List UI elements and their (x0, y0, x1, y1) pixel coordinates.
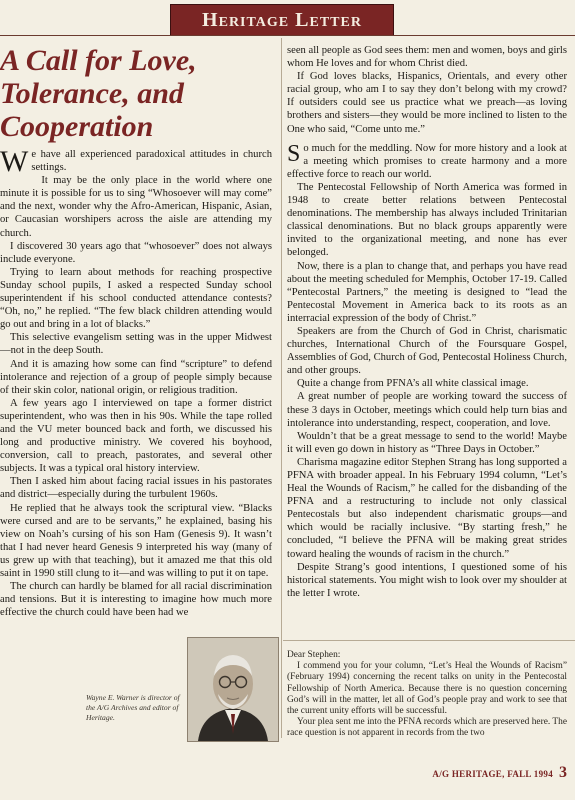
letter-divider (283, 640, 575, 641)
author-portrait-illustration (188, 638, 278, 741)
article-paragraph: Despite Strang’s good intentions, I questioned some of his historical statements. You might wish to look over my shoulder at the letter I wrote. (287, 561, 567, 599)
page-number: 3 (559, 764, 567, 781)
page-footer (432, 764, 567, 782)
author-caption: Wayne E. Warner is director of the A/G Archives and editor of Heritage. (86, 693, 180, 722)
article-paragraph: Trying to learn about methods for reaching prospective Sunday school pupils, I asked a respected Sunday school superintendent if his school conducted attendance contests? “Oh, no,” he replied. “The few black children attending would go out and bring in a lot of blacks.” (0, 266, 272, 331)
article-paragraph: The church can hardly be blamed for all racial discrimination and tensions. But it is interesting to imagine how much more effective the church could have been had we (0, 581, 272, 619)
article-paragraph: Speakers are from the Church of God in Christ, charismatic churches, International Church of the Foursquare Gospel, Assemblies of God, Church of God, Pentecostal Holiness Church, and other groups. (287, 325, 567, 377)
masthead-title: Heritage Letter (202, 9, 362, 31)
article-paragraph: It may be the only place in the world where one minute it is possible for us to sing “Whosoever will may come” and the next, wonder why the Afro-American, Hispanic, Asian, or Caucasian worshipers across the aisle are attending my church. (0, 175, 272, 239)
article-paragraph: Quite a change from PFNA’s all white classical image. (297, 378, 529, 390)
article-paragraph: I discovered 30 years ago that “whosoever” does not always include everyone. (0, 240, 272, 265)
article-paragraph: This selective evangelism setting was in the upper Midwest—not in the deep South. (0, 332, 272, 357)
article-paragraph: Then I asked him about facing racial issues in his pastorates and district—especially during the turbulent 1960s. (0, 476, 272, 501)
article-paragraph: Charisma magazine editor Stephen Strang has long supported a PFNA with broader appeal. In his February 1994 column, “Let’s Heal the Wounds of Racism,” he called for the disbanding of the PFNA and a restructuring to include not only classical Pentecostals but also independent charismatic groups—and which would be racially inclusive. “By starting fresh,” he concluded, “I believe the PFNA will be making great strides toward healing the wounds of racism in the church.” (287, 456, 567, 560)
letter-paragraph: I commend you for your column, “Let’s Heal the Wounds of Racism” (February 1994) concerning the recent talks on unity in the Pentecostal Fellowship of North America. Because there is no question concerning God’s will in the matter, let all of God’s people pray and work to see that the current unity efforts will be successful. (287, 661, 567, 717)
letter-salutation: Dear Stephen: (287, 650, 341, 660)
right-column-body (287, 44, 567, 600)
article-paragraph (0, 145, 272, 178)
article-paragraph-text: e have all experienced paradoxical attitudes in church settings. (31, 149, 272, 174)
article-paragraph: If God loves blacks, Hispanics, Orientals, and every other racial group, who am I to say they don’t belong with my crowd? If outsiders could see us practice what we preach—as loving brothers and sisters—they would be more inclined to listen to the One who said, “Come unto me.” (287, 71, 567, 135)
article-headline: A Call for Love, Tolerance, and Cooperation (0, 44, 197, 143)
left-column-body (0, 145, 272, 619)
article-paragraph-text: o much for the meddling. Now for more history and a look at a meeting which promises to create harmony and a more effective force to reach our world. (287, 142, 567, 180)
drop-cap: W (0, 145, 29, 178)
article-paragraph: Wouldn’t that be a great message to send to the world! Maybe it will even go down in history as “Three Days in October.” (287, 430, 567, 455)
author-portrait (187, 637, 279, 742)
masthead-banner (170, 4, 394, 36)
article-paragraph: seen all people as God sees them: men and women, boys and girls whom He loves and for whom Christ died. (287, 45, 567, 70)
article-paragraph: A great number of people are working toward the success of these 3 days in October, meetings which could help turn bias and intolerance into understanding, respect, cooperation, and love. (287, 391, 567, 429)
drop-cap: S (287, 140, 301, 167)
article-paragraph: The Pentecostal Fellowship of North America was formed in 1948 to create better relations between Pentecostal denominations. The membership has always included Trinitarian classical denominations. But no black groups apparently were invited to the organizational meeting, and none has ever belonged. (287, 181, 567, 259)
article-paragraph: A few years ago I interviewed on tape a former district superintendent, who was then in his 90s. While the tape rolled and the VU meter bounced back and forth, we discussed his long and productive ministry. We covered his boyhood, conversion, call to preach, pastorates, and several other subjects. It was a typical oral history interview. (0, 397, 272, 475)
column-divider (281, 38, 282, 738)
article-paragraph: He replied that he always took the scriptural view. “Blacks were cursed and are to be servants,” he explained, basing his view on Noah’s cursing of his son Ham (Genesis 9). It wasn’t that I had never heard Genesis 9 interpreted his way (many of us grew up with that teaching), but it amazed me that this old saint in 1990 still clung to it—and was willing to put it on tape. (0, 502, 272, 579)
publication-name: A/G HERITAGE, FALL 1994 (432, 769, 553, 779)
letter-paragraph: Your plea sent me into the PFNA records which are preserved here. The race question is not apparent in records from the two (287, 717, 567, 739)
top-rule (0, 35, 575, 36)
article-paragraph: Now, there is a plan to change that, and perhaps you have read about the meeting scheduled for Memphis, October 17-19. Called “Pentecostal Partners,” the meeting is designed to “lead the Pentecostal Movement in America back to its roots as an interracial expression of the body of Christ.” (287, 260, 567, 324)
quoted-letter (287, 650, 567, 740)
article-paragraph (287, 142, 567, 181)
article-paragraph: And it is amazing how some can find “scripture” to defend intolerance and rejection of a group of people simply because of their skin color, national origin, or religious tradition. (0, 358, 272, 396)
